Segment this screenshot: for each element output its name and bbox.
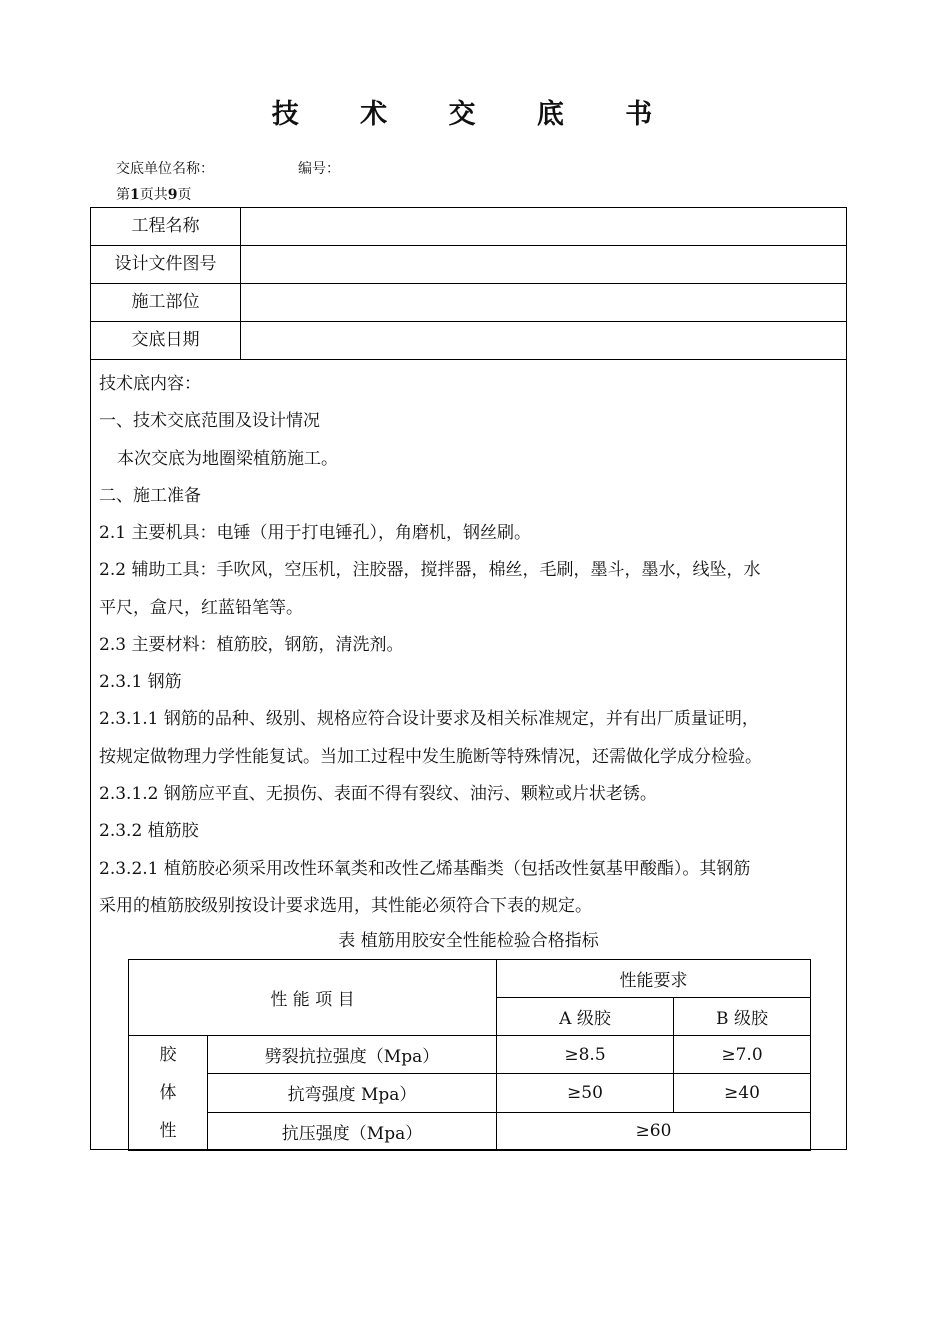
table-row: [129, 1036, 811, 1074]
grade-b-header: B 级胶: [674, 998, 811, 1036]
content-line: 二、施工准备: [99, 486, 201, 506]
table-caption: 表 植筋用胶安全性能检验合格指标: [338, 931, 599, 951]
grade-a-value: ≥8.5: [497, 1036, 674, 1074]
header-row-drawing-number: [91, 246, 846, 284]
unit-name-label: 交底单位名称：: [116, 161, 214, 177]
group-char: 性: [159, 1121, 177, 1141]
drawing-number-field[interactable]: [241, 246, 846, 283]
content-line: 2.3.2.1 植筋胶必须采用改性环氧类和改性乙烯基酯类（包括改性氨基甲酸酯）。其钢筋: [99, 859, 751, 879]
content-line: 2.3 主要材料：植筋胶，钢筋，清洗剂。: [99, 635, 404, 655]
content-line: 2.3.1.2 钢筋应平直、无损伤、表面不得有裂纹、油污、颗粒或片状老锈。: [99, 784, 657, 804]
item-header: 性 能 项 目: [129, 960, 497, 1036]
disclosure-form: [90, 207, 847, 1150]
colloid-property-group: [129, 1036, 208, 1151]
content-line: 2.3.2 植筋胶: [99, 821, 199, 841]
content-line: 本次交底为地圈梁植筋施工。: [117, 449, 338, 469]
header-row-construction-part: [91, 284, 846, 322]
content-line: 平尺，盒尺，红蓝铅笔等。: [99, 598, 303, 618]
drawing-number-label: 设计文件图号: [91, 246, 241, 283]
content-line: 2.1 主要机具：电锤（用于打电锤孔），角磨机，钢丝刷。: [99, 523, 531, 543]
page-suffix: 页: [177, 187, 192, 203]
content-line: 2.3.1 钢筋: [99, 672, 182, 692]
property-name: 抗弯强度 Mpa）: [208, 1074, 497, 1112]
header-row-project-name: [91, 208, 846, 246]
grade-a-value: ≥50: [497, 1074, 674, 1112]
group-char: 体: [159, 1083, 177, 1103]
project-name-field[interactable]: [241, 208, 846, 245]
page-total: 9: [167, 187, 178, 203]
page-indicator: [116, 184, 192, 204]
disclosure-date-label: 交底日期: [91, 322, 241, 359]
header-row-disclosure-date: [91, 322, 846, 360]
page-current: 1: [130, 187, 140, 203]
table-row: [129, 1074, 811, 1112]
merged-value: ≥60: [497, 1112, 811, 1150]
content-line: 按规定做物理力学性能复试。当加工过程中发生脆断等特殊情况，还需做化学成分检验。: [99, 747, 762, 767]
group-char: 胶: [159, 1045, 177, 1065]
content-line: 一、技术交底范围及设计情况: [99, 411, 320, 431]
document-title: 技 术 交 底 书: [271, 99, 679, 130]
construction-part-field[interactable]: [241, 284, 846, 321]
table-header-row: [129, 960, 811, 998]
disclosure-date-field[interactable]: [241, 322, 846, 359]
property-name: 抗压强度（Mpa）: [208, 1112, 497, 1150]
content-line: 2.2 辅助工具：手吹风，空压机，注胶器，搅拌器，棉丝，毛刷，墨斗，墨水，线坠，水: [99, 560, 761, 580]
construction-part-label: 施工部位: [91, 284, 241, 321]
requirement-header: 性能要求: [497, 960, 811, 998]
project-name-label: 工程名称: [91, 208, 241, 245]
content-line: 2.3.1.1 钢筋的品种、级别、规格应符合设计要求及相关标准规定，并有出厂质量证明，: [99, 709, 759, 729]
page-mid: 页共: [139, 187, 168, 203]
content-line: 采用的植筋胶级别按设计要求选用，其性能必须符合下表的规定。: [99, 896, 592, 916]
adhesive-spec-table: [128, 959, 811, 1151]
page-prefix: 第: [116, 187, 130, 203]
number-label: 编号：: [298, 161, 340, 177]
grade-a-header: A 级胶: [497, 998, 674, 1036]
property-name: 劈裂抗拉强度（Mpa）: [208, 1036, 497, 1074]
grade-b-value: ≥7.0: [674, 1036, 811, 1074]
content-heading: 技术底内容：: [99, 374, 201, 394]
grade-b-value: ≥40: [674, 1074, 811, 1112]
table-row: [129, 1112, 811, 1150]
